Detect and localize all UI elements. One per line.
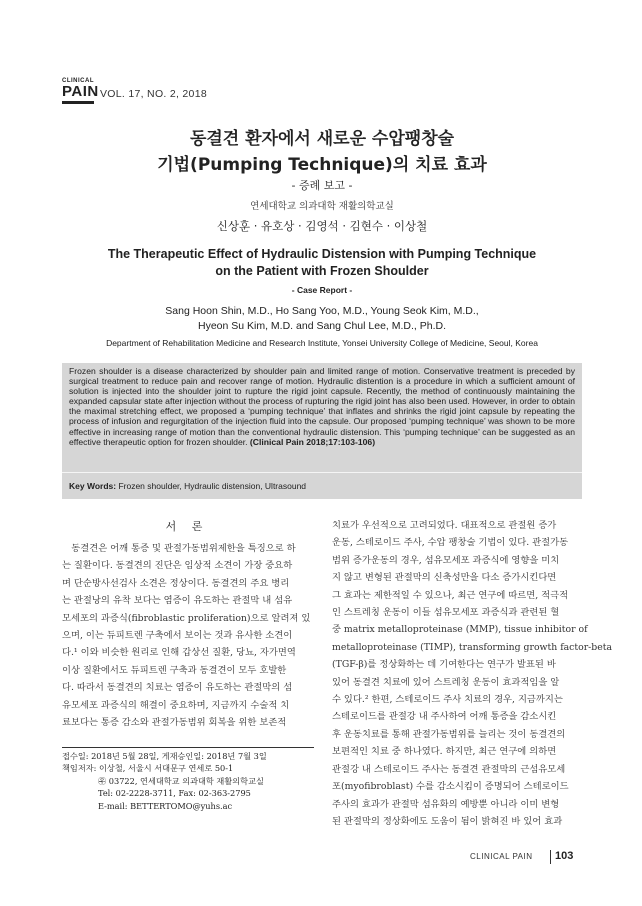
page-number: 103 [555, 850, 574, 862]
text-line: 후 운동치료를 통해 관절가동범위를 늘리는 것이 동결견의 [332, 728, 566, 740]
english-authors-line-1: Sang Hoon Shin, M.D., Ho Sang Yoo, M.D., Young Seok Kim, M.D., [165, 305, 479, 317]
journal-masthead [62, 78, 582, 106]
text-line: 는 관절낭의 유착 보다는 염증이 유도하는 관절막 내 섬유 [62, 595, 293, 607]
page-footer [470, 848, 582, 866]
footer-separator [550, 850, 551, 864]
keywords-box [62, 472, 582, 499]
journal-logo [62, 78, 99, 102]
text-line: 주사의 효과가 관절막 섬유화의 예방뿐 아니라 이미 변형 [332, 798, 560, 810]
logo-main-text: PAIN [62, 83, 99, 100]
volume-info: VOL. 17, NO. 2, 2018 [100, 88, 207, 100]
text-line: 다.¹ 이와 비슷한 원리로 인해 갑상선 질환, 당뇨, 자가면역 [62, 647, 296, 659]
text-line: 인 스트레칭 운동이 이들 섬유모세포 과증식과 관련된 혈 [332, 607, 560, 619]
korean-authors: 신상훈 · 유호상 · 김영석 · 김현수 · 이상철 [216, 219, 428, 233]
text-line: 운동, 스테로이드 주사, 수압 팽창술 기법이 있다. 관절가동 [332, 537, 569, 549]
left-column-text [62, 540, 314, 731]
abstract-text [69, 366, 575, 447]
footnote [62, 750, 314, 812]
keywords-list: Frozen shoulder, Hydraulic distension, Ultrasound [118, 481, 307, 491]
text-line: 모세포의 과증식(fibroblastic proliferation)으로 알려져 있 [62, 612, 311, 624]
section-title-introduction: 서 론 [165, 520, 209, 533]
korean-affiliation: 연세대학교 의과대학 재활의학교실 [250, 201, 394, 212]
text-line: (TGF-β)를 정상화하는 데 기여한다는 연구가 발표된 바 [332, 659, 556, 671]
english-authors-line-2: Hyeon Su Kim, M.D. and Sang Chul Lee, M.D., Ph.D. [197, 320, 447, 332]
text-line: 수 있다.² 한편, 스테로이드 주사 치료의 경우, 지금까지는 [332, 694, 563, 706]
text-line: 치료가 우선적으로 고려되었다. 대표적으로 관절원 증가 [332, 520, 557, 531]
keywords-label: Key Words: [69, 481, 117, 491]
text-line: 스테로이드를 관절강 내 주사하여 어깨 통증을 감소시킨 [332, 711, 557, 723]
text-line: 으며, 이는 듀피트렌 구축에서 보이는 것과 유사한 소견이 [62, 630, 293, 642]
footnote-divider [62, 747, 314, 748]
text-line: 포(myofibroblast) 수를 감소시킴이 증명되어 스테로이드 [332, 781, 569, 793]
english-subtitle: - Case Report - [291, 285, 353, 295]
text-line: 된 관절막의 정상화에도 도움이 됨이 밝혀진 바 있어 효과 [332, 815, 563, 827]
footnote-address: ㉾ 03722, 연세대학교 의과대학 재활의학교실 [98, 775, 264, 786]
english-title-line-1: The Therapeutic Effect of Hydraulic Distension with Pumping Technique [107, 247, 537, 261]
text-line: 다. 따라서 동결견의 치료는 염증이 유도하는 관절막의 섬 [62, 682, 293, 694]
korean-title-line-2: 기법(Pumping Technique)의 치료 효과 [157, 155, 487, 175]
text-line: 는 질환이다. 동결견의 진단은 임상적 소견이 가장 중요하 [62, 560, 293, 572]
text-line: 유모세포 과증식의 해결이 중요하며, 지금까지 수술적 치 [62, 699, 290, 711]
abstract-citation: (Clinical Pain 2018;17:103-106) [249, 436, 376, 447]
text-line: 지 않고 변형된 관절막의 신축성만을 다소 증가시킨다면 [332, 572, 557, 584]
text-line: 중 matrix metalloproteinase (MMP), tissue inhibitor of [332, 624, 588, 636]
text-line: metalloproteinase (TIMP), transforming growth factor-beta [332, 641, 613, 653]
text-line: 범위 증가운동의 경우, 섬유모세포 과증식에 영향을 미치 [332, 554, 560, 566]
footnote-email: E-mail: BETTERTOMO@yuhs.ac [98, 800, 233, 811]
text-line: 그 효과는 제한적일 수 있으나, 최근 연구에 따르면, 적극적 [332, 589, 569, 601]
english-title-line-2: on the Patient with Frozen Shoulder [215, 264, 429, 278]
korean-subtitle: - 증례 보고 - [291, 179, 353, 192]
text-line: 며 단순방사선검사 소견은 정상이다. 동결견의 주요 병리 [62, 577, 290, 589]
footnote-corresponding: 책임저자: 이상철, 서울시 서대문구 연세로 50-1 [62, 763, 234, 774]
text-line: 료보다는 통증 감소와 관절가동범위 회복을 위한 보존적 [62, 717, 287, 729]
abstract-body: Frozen shoulder is a disease characterized by shoulder pain and limited range of motion. Conservative treatment is preceded by surgical treatment to reduce pain and recover range of motion. Hydraulic distention is a procedure in which a sufficient amount of solution is injected into the shoulder joint to rupture the rigid joint capsule. Recently, the method of continuously maintaining the expanded capsular state after injection without the process of rupturing the rigid joint has also been used. However, in order to obtain the maximal stretching effect, we proposed a ‘pumping technique’ that inflates and shrinks the rigid joint capsule by repeating the process of infusion and regurgitation of the injection fluid into the capsule. Our proposed ‘pumping technique’ was shown to be more effective in increasing range of motion than the conventional hydraulic distension. This ‘pumping technique’ can be suggested as an effective therapeutic option for frozen shoulder. [69, 366, 575, 447]
keywords-line [69, 481, 306, 491]
footnote-phone: Tel: 02-2228-3711, Fax: 02-363-2795 [98, 788, 251, 799]
text-line: 있어 동결견 치료에 있어 스트레칭 운동이 효과적임을 알 [332, 676, 560, 688]
text-line: 동결견은 어깨 통증 및 관절가동범위제한을 특징으로 하 [62, 543, 296, 554]
right-column-text [332, 517, 613, 830]
korean-title-line-1: 동결견 환자에서 새로운 수압팽창술 [189, 129, 455, 149]
footer-journal-label: CLINICAL PAIN [470, 852, 533, 861]
text-line: 관절강 내 스테로이드 주사는 동결견 관절막의 근섬유모세 [332, 763, 566, 775]
english-affiliation: Department of Rehabilitation Medicine and Research Institute, Yonsei University College of Medicine, Seoul, Korea [106, 338, 538, 348]
text-line: 이상 질환에서도 듀피트렌 구축과 동결견이 모두 호발한 [62, 664, 287, 676]
logo-underline [62, 101, 94, 104]
logo-small-text: CLINICAL [62, 78, 94, 84]
text-line: 보편적인 치료 중 하나였다. 하지만, 최근 연구에 의하면 [332, 746, 557, 758]
footnote-dates: 접수일: 2018년 5월 28일, 게재승인일: 2018년 7월 3일 [62, 751, 267, 761]
